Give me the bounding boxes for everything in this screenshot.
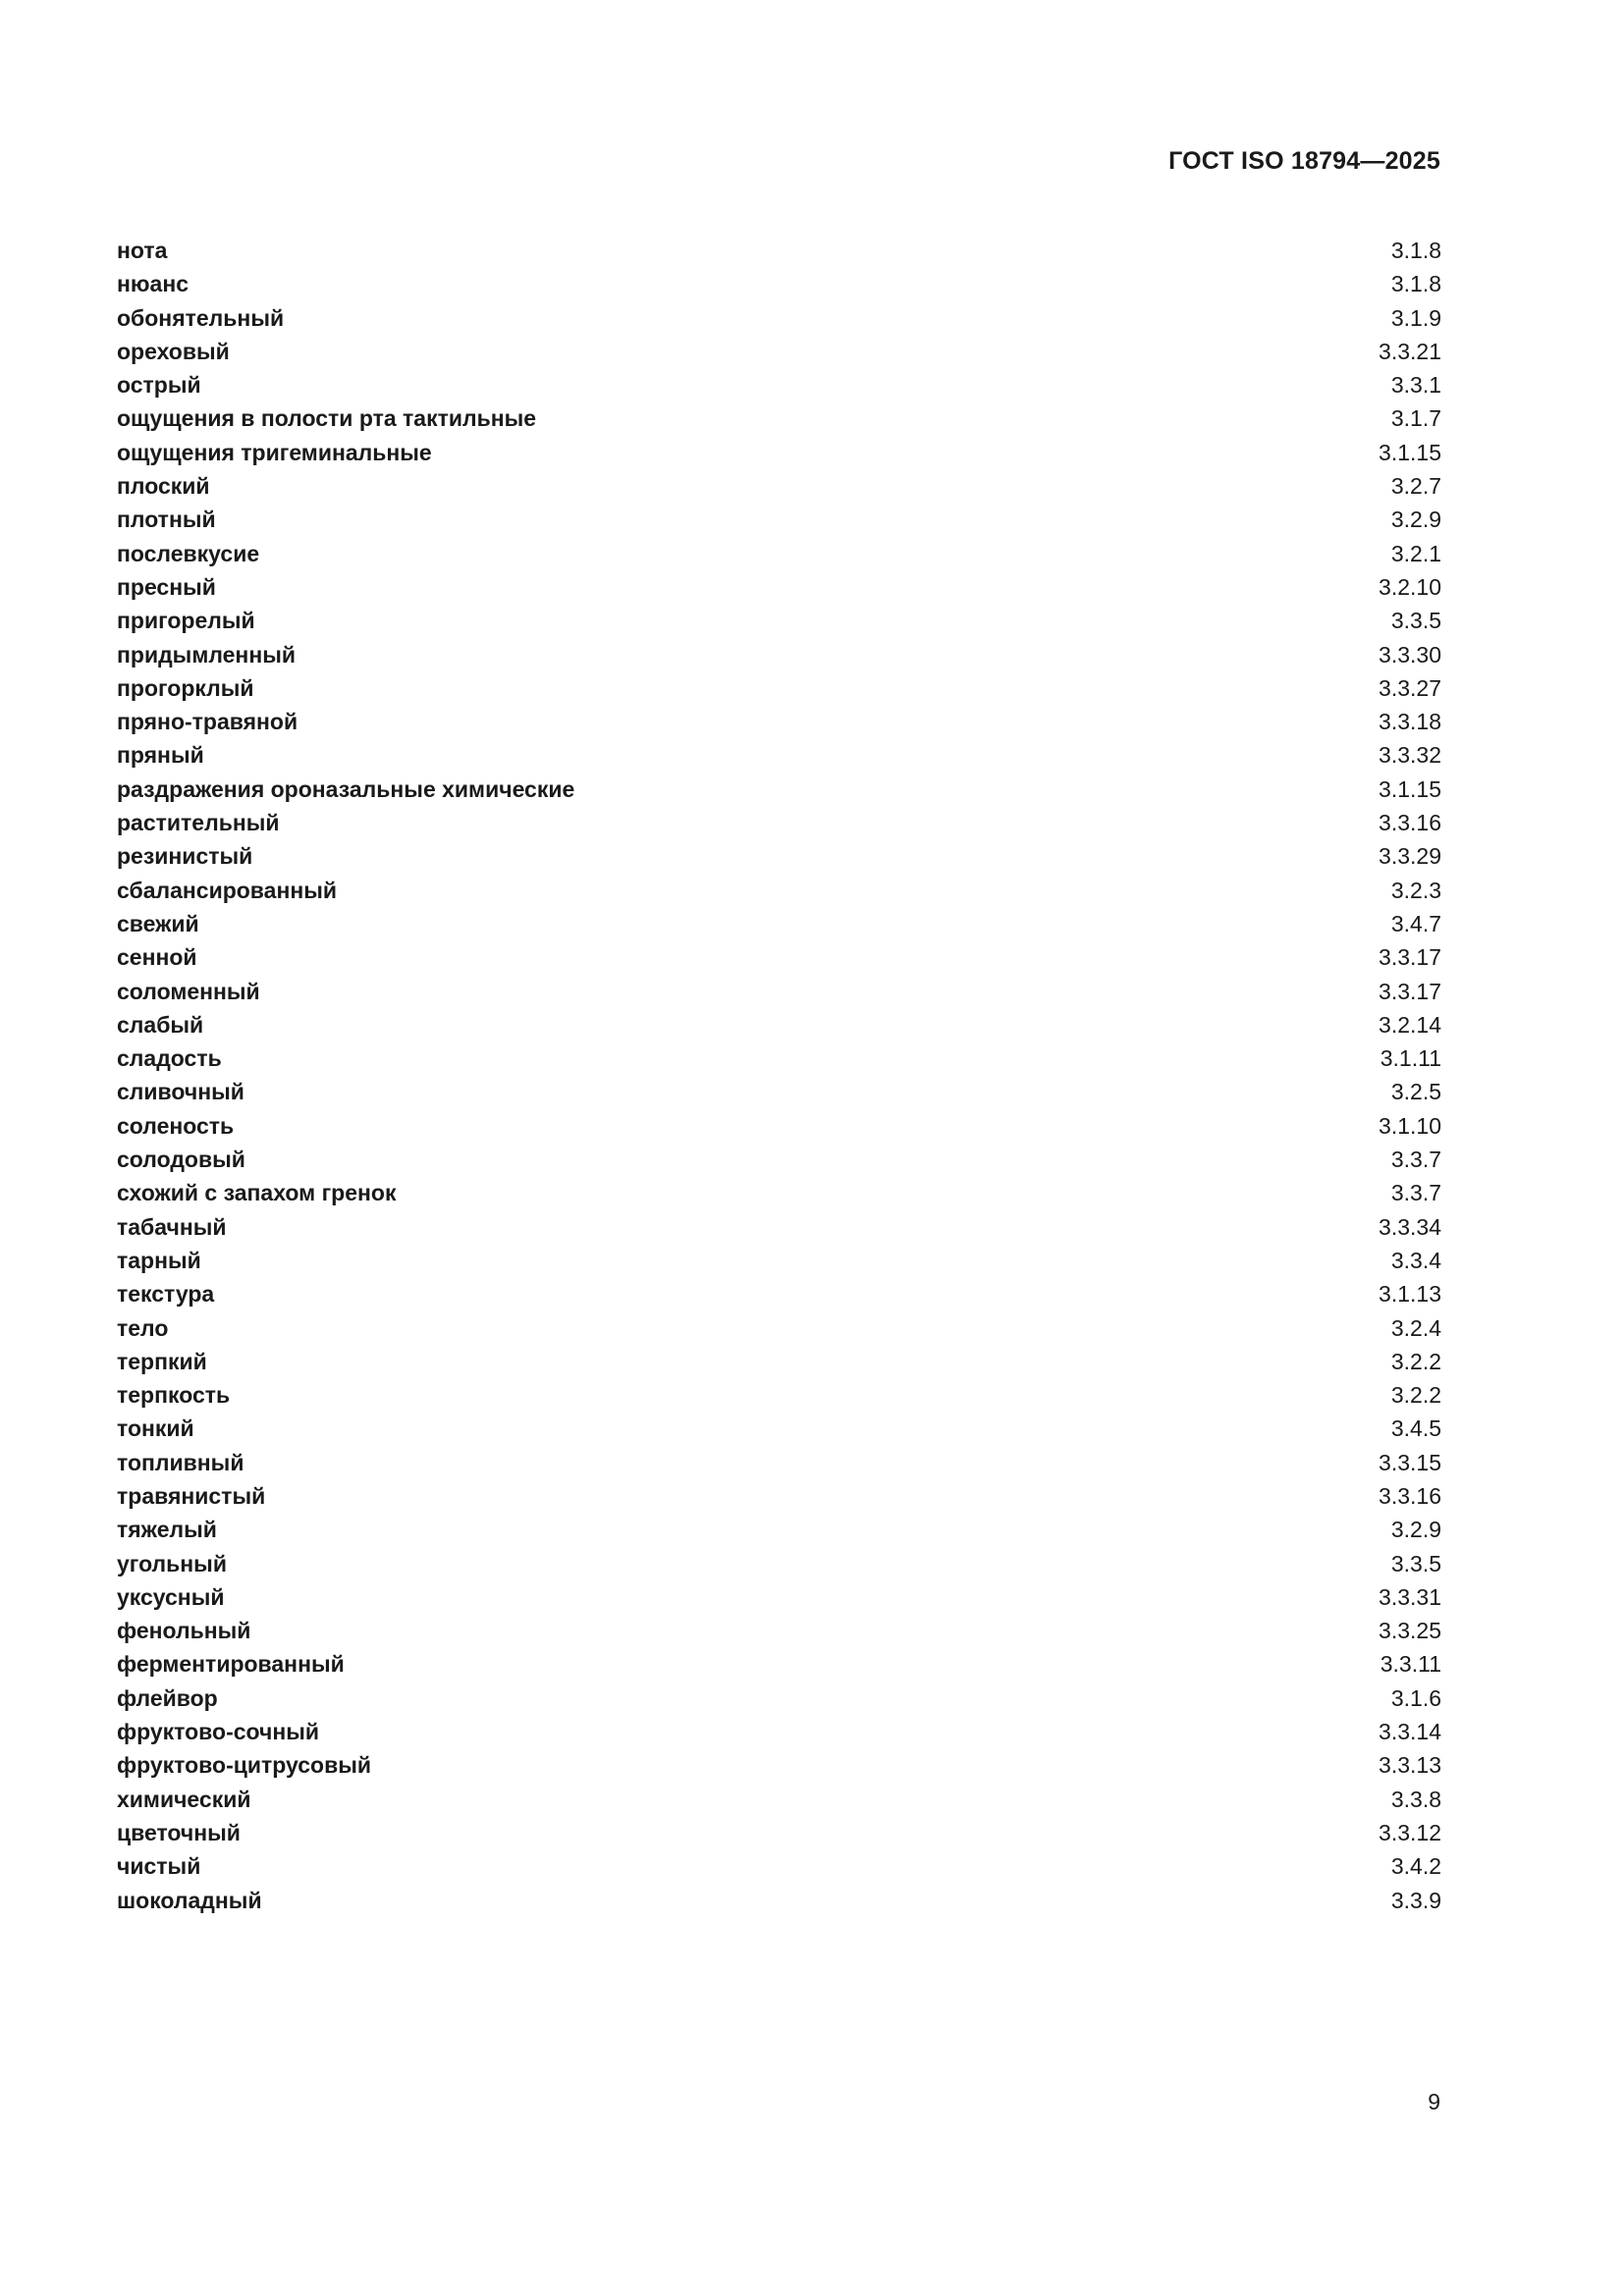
index-entry: [117, 1412, 1441, 1445]
index-section-ref: 3.1.15: [1379, 775, 1441, 802]
index-section-ref: 3.3.12: [1379, 1819, 1441, 1845]
index-section-ref: 3.2.3: [1390, 877, 1441, 903]
index-section-ref: 3.3.25: [1379, 1618, 1441, 1644]
index-entry: [117, 537, 1441, 570]
index-term: пресный: [117, 573, 216, 600]
index-entry: [117, 368, 1441, 401]
index-entry: [117, 335, 1441, 368]
page-number: 9: [1428, 2089, 1440, 2114]
index-entry: [117, 1311, 1441, 1345]
index-section-ref: 3.2.7: [1390, 473, 1441, 500]
index-term: ореховый: [117, 338, 230, 364]
index-term: ощущения тригеминальные: [117, 439, 432, 465]
index-term: резинистый: [117, 843, 253, 870]
index-entry: [117, 1513, 1441, 1546]
index-term: соломенный: [117, 978, 260, 1004]
document-code-header: ГОСТ ISO 18794—2025: [1168, 147, 1440, 175]
index-entry: [117, 1345, 1441, 1378]
index-entry: [117, 1109, 1441, 1143]
index-term: цветочный: [117, 1819, 241, 1845]
index-term: слабый: [117, 1011, 204, 1038]
index-entry: [117, 1176, 1441, 1209]
index-entry: [117, 975, 1441, 1008]
index-term: фруктово-сочный: [117, 1719, 320, 1745]
index-section-ref: 3.3.16: [1379, 810, 1441, 836]
index-term: терпкость: [117, 1382, 231, 1409]
index-entry: [117, 738, 1441, 772]
index-section-ref: 3.3.13: [1379, 1752, 1441, 1779]
index-entry: [117, 1580, 1441, 1614]
index-section-ref: 3.2.4: [1390, 1314, 1441, 1341]
index-term: плоский: [117, 473, 210, 500]
index-section-ref: 3.4.5: [1390, 1415, 1441, 1442]
index-entry: [117, 436, 1441, 469]
index-section-ref: 3.3.30: [1379, 641, 1441, 667]
index-section-ref: 3.3.32: [1379, 742, 1441, 769]
index-section-ref: 3.3.15: [1379, 1449, 1441, 1475]
index-entry: [117, 1547, 1441, 1580]
index-term: уксусный: [117, 1583, 225, 1610]
index-entry: [117, 401, 1441, 435]
index-entry: [117, 1783, 1441, 1816]
index-term: нюанс: [117, 271, 189, 297]
index-section-ref: 3.3.1: [1390, 372, 1441, 399]
index-entry: [117, 267, 1441, 300]
index-section-ref: 3.1.6: [1390, 1684, 1441, 1711]
index-entry: [117, 1849, 1441, 1883]
index-term: прогорклый: [117, 674, 254, 701]
index-term: свежий: [117, 910, 199, 936]
index-entry: [117, 1715, 1441, 1748]
index-section-ref: 3.3.18: [1379, 709, 1441, 735]
index-section-ref: 3.1.8: [1390, 271, 1441, 297]
index-term: табачный: [117, 1213, 227, 1240]
index-term: чистый: [117, 1853, 201, 1880]
index-section-ref: 3.1.15: [1379, 439, 1441, 465]
index-section-ref: 3.3.29: [1379, 843, 1441, 870]
index-section-ref: 3.4.7: [1390, 910, 1441, 936]
index-term: обонятельный: [117, 304, 285, 331]
index-term: травянистый: [117, 1482, 266, 1509]
index-entry: [117, 301, 1441, 335]
index-entry: [117, 1041, 1441, 1075]
index-term: послевкусие: [117, 540, 260, 566]
index-term: сливочный: [117, 1079, 244, 1105]
index-term: сенной: [117, 944, 197, 971]
index-term: плотный: [117, 507, 216, 533]
index-term: пряно-травяной: [117, 709, 298, 735]
index-entry: [117, 1479, 1441, 1513]
index-entry: [117, 671, 1441, 705]
index-section-ref: 3.1.11: [1380, 1045, 1441, 1072]
index-term: придымленный: [117, 641, 297, 667]
alphabetical-term-index: [117, 234, 1441, 1917]
index-section-ref: 3.2.2: [1390, 1382, 1441, 1409]
index-term: растительный: [117, 810, 280, 836]
index-term: топливный: [117, 1449, 244, 1475]
index-section-ref: 3.2.9: [1390, 1517, 1441, 1543]
index-term: соленость: [117, 1112, 235, 1139]
index-section-ref: 3.3.27: [1379, 674, 1441, 701]
index-entry: [117, 806, 1441, 839]
index-section-ref: 3.3.14: [1379, 1719, 1441, 1745]
index-entry: [117, 1816, 1441, 1849]
index-section-ref: 3.2.9: [1390, 507, 1441, 533]
index-term: флейвор: [117, 1684, 218, 1711]
index-entry: [117, 1647, 1441, 1681]
index-term: острый: [117, 372, 201, 399]
index-section-ref: 3.1.10: [1379, 1112, 1441, 1139]
index-entry: [117, 839, 1441, 873]
index-entry: [117, 1143, 1441, 1176]
index-term: солодовый: [117, 1147, 245, 1173]
index-entry: [117, 1008, 1441, 1041]
index-entry: [117, 1614, 1441, 1647]
index-entry: [117, 1748, 1441, 1782]
index-term: ощущения в полости рта тактильные: [117, 405, 537, 432]
index-entry: [117, 1277, 1441, 1310]
index-term: текстура: [117, 1281, 215, 1308]
index-entry: [117, 469, 1441, 503]
index-entry: [117, 907, 1441, 940]
index-term: тарный: [117, 1247, 201, 1273]
index-section-ref: 3.3.8: [1390, 1786, 1441, 1812]
index-term: сладость: [117, 1045, 222, 1072]
index-entry: [117, 638, 1441, 671]
index-term: фруктово-цитрусовый: [117, 1752, 371, 1779]
index-section-ref: 3.1.8: [1390, 238, 1441, 263]
index-section-ref: 3.3.17: [1379, 978, 1441, 1004]
index-section-ref: 3.3.11: [1380, 1651, 1441, 1678]
index-entry: [117, 705, 1441, 738]
index-section-ref: 3.2.5: [1390, 1079, 1441, 1105]
index-term: химический: [117, 1786, 251, 1812]
index-section-ref: 3.3.5: [1390, 1550, 1441, 1576]
index-term: сбалансированный: [117, 877, 338, 903]
index-entry: [117, 503, 1441, 536]
index-entry: [117, 874, 1441, 907]
index-section-ref: 3.2.2: [1390, 1348, 1441, 1374]
index-entry: [117, 1682, 1441, 1715]
index-section-ref: 3.2.10: [1379, 573, 1441, 600]
index-term: ферментированный: [117, 1651, 345, 1678]
index-entry: [117, 1446, 1441, 1479]
index-term: раздражения ороназальные химические: [117, 775, 575, 802]
index-section-ref: 3.1.7: [1390, 405, 1441, 432]
index-section-ref: 3.3.21: [1379, 338, 1441, 364]
index-section-ref: 3.1.13: [1379, 1281, 1441, 1308]
index-term: фенольный: [117, 1618, 251, 1644]
index-entry: [117, 604, 1441, 637]
index-term: шоколадный: [117, 1887, 262, 1913]
index-entry: [117, 773, 1441, 806]
index-entry: [117, 570, 1441, 604]
index-entry: [117, 940, 1441, 974]
index-entry: [117, 1244, 1441, 1277]
index-section-ref: 3.3.4: [1390, 1247, 1441, 1273]
index-entry: [117, 1075, 1441, 1108]
index-term: тело: [117, 1314, 169, 1341]
index-section-ref: 3.3.9: [1390, 1887, 1441, 1913]
index-section-ref: 3.2.14: [1379, 1011, 1441, 1038]
index-term: нота: [117, 238, 168, 263]
index-entry: [117, 1378, 1441, 1412]
index-term: тяжелый: [117, 1517, 217, 1543]
index-section-ref: 3.3.16: [1379, 1482, 1441, 1509]
index-term: терпкий: [117, 1348, 207, 1374]
index-section-ref: 3.3.7: [1390, 1147, 1441, 1173]
index-term: тонкий: [117, 1415, 194, 1442]
index-section-ref: 3.3.34: [1379, 1213, 1441, 1240]
index-section-ref: 3.4.2: [1390, 1853, 1441, 1880]
index-section-ref: 3.3.5: [1390, 608, 1441, 634]
index-term: пригорелый: [117, 608, 255, 634]
index-section-ref: 3.3.31: [1379, 1583, 1441, 1610]
index-section-ref: 3.3.17: [1379, 944, 1441, 971]
index-term: схожий с запахом гренок: [117, 1180, 397, 1206]
index-entry: [117, 1884, 1441, 1917]
index-term: угольный: [117, 1550, 227, 1576]
index-section-ref: 3.1.9: [1390, 304, 1441, 331]
index-section-ref: 3.2.1: [1390, 540, 1441, 566]
index-term: пряный: [117, 742, 204, 769]
index-section-ref: 3.3.7: [1390, 1180, 1441, 1206]
index-entry: [117, 1210, 1441, 1244]
index-entry: [117, 234, 1441, 267]
